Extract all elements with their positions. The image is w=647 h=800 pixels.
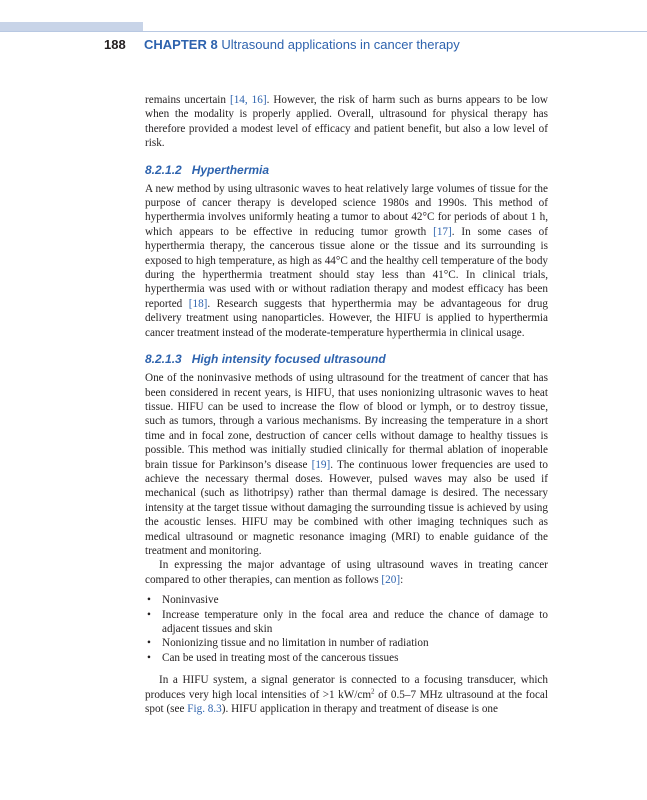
hifu-text-7: ). HIFU application in therapy and treatment of disease is one — [221, 703, 498, 716]
hyperthermia-text-2: . In some cases of hyperthermia therapy, the cancerous tissue alone or the tissue and its surrounding is exposed to high temperature, as high as 44°C and the healthy cell temperature of the body during the hyperthermia treatment should stay less than 41°C. In clinical trials, hyperthermia was used with or without radiation therapy and modest efficacy has been reported — [145, 225, 549, 310]
running-header — [104, 36, 460, 54]
citation-link[interactable]: [18] — [188, 297, 208, 310]
superscript: 2 — [371, 686, 375, 695]
citation-link[interactable]: [14, 16] — [229, 94, 267, 106]
header-rule — [0, 31, 647, 32]
header-accent-band — [0, 22, 143, 31]
hifu-paragraph-3 — [145, 673, 548, 716]
hyperthermia-paragraph — [145, 182, 548, 340]
section-heading-hifu — [145, 351, 548, 367]
section-title: Hyperthermia — [191, 162, 270, 177]
hyperthermia-text-3: . Research suggests that hyperthermia may be advantageous for drug delivery treatment using nanoparticles. However, the HIFU is applied to hyperthermia cancer treatment instead of the moderate-temperature hyperthermia in clinical usage. — [145, 297, 548, 339]
hyperthermia-text-1: A new method by using ultrasonic waves to heat relatively large volumes of tissue for the purpose of cancer therapy is developed science 1980s and 1990s. This method of hyperthermia involves uniformly heating a tumor to about 42°C for periods of about 1 h, which appears to be effective in reducing tumor growth — [145, 182, 548, 238]
hifu-paragraph-2 — [145, 558, 548, 587]
chapter-label: CHAPTER 8 — [144, 37, 218, 52]
list-item: • Nonionizing tissue and no limitation in number of radiation — [145, 636, 548, 650]
list-item: • Increase temperature only in the focal area and reduce the chance of damage to adjacent tissues and skin — [145, 608, 548, 637]
intro-text-2: . However, the risk of harm such as burns appears to be low when the modality is properly applied. Overall, ultrasound for physical therapy has therefore provided a modest level of efficacy and patient benefit, but also a low level of risk. — [145, 94, 548, 150]
intro-text-1: remains uncertain — [145, 94, 230, 106]
section-number: 8.2.1.2 — [145, 162, 182, 177]
hifu-text-2: . The continuous lower frequencies are used to achieve the necessary thermal doses. However, pulsed waves may also be used if mechanical (such as lithotripsy) rather than thermal damage is desired. The necessary intensity at the target tissue without damaging the surrounding tissue is achieved by using the acoustic lenses. HIFU may be combined with other imaging techniques such as medical ultrasound or magnetic resonance imaging (MRI) to enable guidance of the treatment and monitoring. — [145, 458, 548, 557]
hifu-paragraph-1 — [145, 371, 548, 558]
page-number: 188 — [104, 37, 126, 52]
hifu-text-6: of 0.5–7 MHz ultrasound at the focal spot (see — [145, 688, 548, 716]
chapter-title: Ultrasound applications in cancer therapy — [221, 37, 460, 52]
citation-link[interactable]: [17] — [433, 225, 452, 238]
list-item: • Noninvasive — [145, 593, 548, 607]
hifu-text-1: One of the noninvasive methods of using ultrasound for the treatment of cancer that has been considered in recent years, is HIFU, that uses nonionizing ultrasonic waves to heat tissue. HIFU can be used to increase the flow of blood or lymph, or to destroy tissue, such as tumors, through a various mechanisms. By increasing the temperature in a short time and in focal zone, destruction of cancer cells without damage to healthy tissues is possible. This method was initially studied clinically for thermal ablation of inoperable brain tissue for Parkinson’s disease — [145, 372, 548, 471]
citation-link[interactable]: [19] — [311, 458, 331, 471]
section-number: 8.2.1.3 — [145, 352, 182, 367]
hifu-text-4: : — [400, 573, 404, 586]
body-text — [145, 93, 548, 716]
section-title: High intensity focused ultrasound — [191, 352, 386, 367]
advantages-list — [145, 593, 548, 665]
hifu-text-5: In a HIFU system, a signal generator is connected to a focusing transducer, which produces very high local intensities of >1 kW/cm — [145, 674, 548, 701]
list-item: • Can be used in treating most of the cancerous tissues — [145, 651, 548, 665]
section-heading-hyperthermia — [145, 162, 548, 178]
citation-link[interactable]: [20] — [381, 573, 401, 586]
figure-link[interactable]: Fig. 8.3 — [187, 703, 222, 716]
hifu-text-3: In expressing the major advantage of using ultrasound waves in treating cancer compared to other therapies, can mention as follows — [145, 559, 548, 586]
intro-paragraph — [145, 93, 548, 151]
